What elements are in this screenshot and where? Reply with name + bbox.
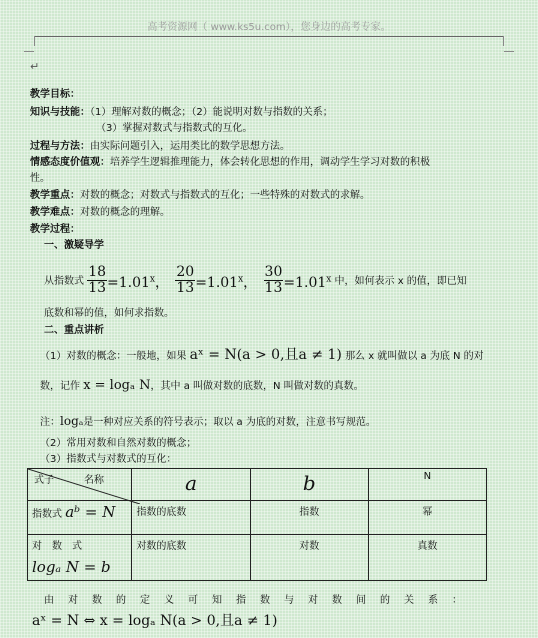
exponential-label-cell: 指数式 aᵇ = N: [28, 501, 132, 535]
table-row: [28, 501, 487, 535]
intro-suffix: 中，如何表示 x 的值，即已知: [334, 275, 467, 287]
process-text: 由实际问题引入，运用类比的数学思想方法。: [90, 141, 290, 152]
cell-logarithm: 对数: [250, 535, 368, 581]
cell-base-exponential: 指数的底数: [132, 501, 250, 535]
exponential-formula: aᵇ = N: [65, 503, 116, 521]
concept2-formula: x = logₐ N: [83, 378, 151, 393]
margin-corner-left: [34, 36, 45, 46]
key-line: [30, 189, 370, 203]
conversion-table: [27, 468, 487, 581]
note-formula: logₐ: [60, 414, 84, 428]
emotion-text: 培养学生逻辑推理能力，体会转化思想的作用，调动学生学习对数的积极: [110, 157, 430, 168]
table-row: [28, 469, 487, 501]
note-line: [40, 414, 376, 430]
equation-2-rest: $=1.01^x$，: [195, 274, 258, 291]
header-N-cell: N: [368, 469, 486, 501]
cell-true-number: 真数: [368, 535, 486, 581]
goals-title: 教学目标：: [30, 89, 80, 100]
concept-line: [40, 348, 484, 364]
difficult-line: [30, 206, 170, 220]
fraction-3: $\frac{30}{13}$: [264, 264, 283, 297]
paragraph-mark: ↵: [30, 60, 40, 73]
difficult-label: 教学难点：: [30, 207, 80, 218]
cell-power: 幂: [368, 501, 486, 535]
knowledge-text-3: （3）掌握对数式与指数式的互化。: [96, 123, 253, 134]
diagonal-header-cell: [28, 469, 132, 501]
knowledge-text-1: （1）理解对数的概念；（2）能说明对数与指数的关系；: [90, 107, 333, 118]
header-name-label: 名称: [84, 475, 104, 486]
intro-line: [44, 259, 467, 303]
margin-corner-bottom-right: [504, 41, 514, 52]
item-2: （2）常用对数和自然对数的概念；: [40, 438, 197, 449]
concept2-pre: 数，记作: [40, 381, 80, 392]
concept-post: 那么 x 就叫做以 a 为底 N 的对: [345, 351, 484, 362]
section-2-title: 二、重点讲析: [44, 325, 104, 336]
margin-corner-bottom-left: [24, 41, 34, 52]
key-label: 教学重点：: [30, 190, 80, 201]
concept2-post: ，其中 a 叫做对数的底数，N 叫做对数的真数。: [150, 381, 364, 392]
cell-exponent: 指数: [250, 501, 368, 535]
knowledge-label: 知识与技能：: [30, 107, 90, 118]
header-b-cell: b: [250, 469, 368, 501]
concept-formula: aˣ = N(a > 0,且a ≠ 1): [189, 347, 342, 363]
intro-prefix: 从指数式: [44, 275, 84, 287]
equation-3-rest: $=1.01^x$: [283, 274, 332, 291]
header-rule: [34, 36, 504, 37]
margin-corner-right: [493, 36, 504, 46]
section-1-title: 一、激疑导学: [44, 240, 104, 251]
note-pre: 注：: [40, 417, 60, 428]
concept-pre: （1）对数的概念：一般地，如果: [40, 351, 187, 362]
key-text: 对数的概念；对数式与指数式的互化；一些特殊的对数式的求解。: [80, 190, 370, 201]
knowledge-line: [30, 106, 333, 120]
emotion-label: 情感态度价值观：: [30, 157, 110, 168]
table-row: [28, 535, 487, 581]
intro-cont: 底数和幂的值，如何求指数。: [44, 308, 174, 319]
emotion-line: [30, 156, 430, 170]
item-3: （3）指数式与对数式的互化：: [40, 454, 177, 465]
header-a-cell: a: [132, 469, 250, 501]
final-formula: aˣ = N ⇔ x = logₐ N(a > 0,且a ≠ 1): [32, 613, 278, 629]
fraction-2: $\frac{20}{13}$: [176, 264, 195, 297]
logarithmic-label-cell: 对 数 式 logₐ N = b: [28, 535, 132, 581]
equation-1-rest: $=1.01^x$，: [107, 274, 169, 291]
conclusion-text: 由对数的定义可知指数与对数间的关系：: [44, 595, 476, 606]
note-text: 是一种对应关系的符号表示；取以 a 为底的对数，注意书写规范。: [83, 417, 376, 428]
concept2-line: [40, 379, 364, 394]
logarithmic-formula: logₐ N = b: [32, 558, 111, 576]
page-header: 高考资源网（ www.ks5u.com），您身边的高考专家。: [147, 22, 391, 33]
process-line: [30, 140, 290, 154]
emotion-cont: 性。: [30, 173, 50, 184]
fraction-1: $\frac{18}{13}$: [88, 264, 107, 297]
header-equation-label: 式子: [34, 475, 54, 486]
process-title: 教学过程：: [30, 224, 80, 235]
cell-base-log: 对数的底数: [132, 535, 250, 581]
process-label: 过程与方法：: [30, 141, 90, 152]
difficult-text: 对数的概念的理解。: [80, 207, 170, 218]
